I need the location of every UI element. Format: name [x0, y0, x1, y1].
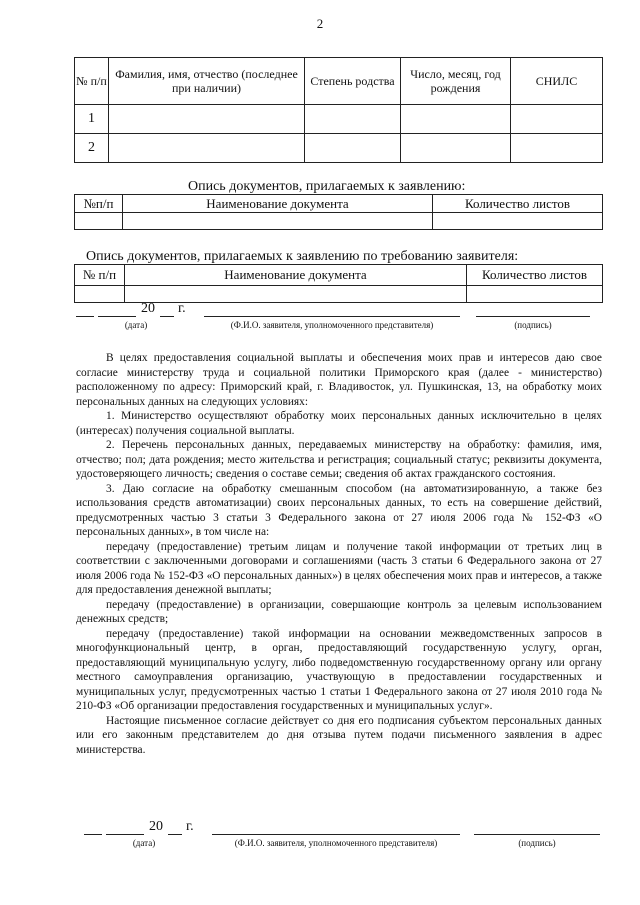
consent-paragraph: В целях предоставления социальной выплаты и обеспечения моих прав и интересов даю свое согласие министерству труда и социальной политики Приморского края (далее - министерство) расположенному по адресу: Приморский край, г. Владивосток, ул. Пушкинская, 13, на обработку моих персональных данных на следующих условиях: [76, 352, 602, 408]
signature-label: (подпись) [518, 838, 556, 848]
table-cell [467, 286, 603, 303]
table-cell [75, 213, 123, 230]
date-year-line [168, 834, 182, 835]
col-docname-header: Наименование документа [125, 265, 467, 286]
date-day-line [76, 316, 94, 317]
table-row [75, 286, 603, 303]
signature-label: (подпись) [514, 320, 552, 330]
table-cell [511, 134, 603, 163]
docs-inventory-applicant-table [74, 264, 603, 303]
table-cell: 1 [75, 105, 109, 134]
table-header-row [75, 265, 603, 286]
date-day-line [84, 834, 102, 835]
col-fullname-header: Фамилия, имя, отчество (последнее при наличии) [109, 58, 305, 105]
applicant-name-label: (Ф.И.О. заявителя, уполномоченного представителя) [234, 838, 438, 848]
table-cell [401, 134, 511, 163]
applicant-name-line [204, 316, 460, 317]
col-snils-header: СНИЛС [511, 58, 603, 105]
consent-paragraph: 3. Даю согласие на обработку смешанным способом (на автоматизированную, а также без использования средств автоматизации) своих персональных данных, то есть на совершение действий, предусмотренных частью 3 статьи 3 Федерального закона от 27 июля 2006 года № 152-ФЗ «О персональных данных», в том числе на: [76, 482, 602, 538]
date-year-prefix: 20 [141, 301, 155, 316]
col-number-header: № п/п [75, 265, 125, 286]
docs-inventory-applicant-caption: Опись документов, прилагаемых к заявлению по требованию заявителя: [86, 249, 519, 264]
table-cell [125, 286, 467, 303]
table-row [75, 213, 603, 230]
consent-paragraph: 1. Министерство осуществляют обработку моих персональных данных исключительно в целях (интересах) получения социальной выплаты. [76, 410, 602, 437]
consent-paragraph: 2. Перечень персональных данных, передаваемых министерству на обработку: фамилия, имя, отчество; пол; дата рождения; место жительства и регистрация; социальный статус; реквизиты документа, удостоверяющего личность; сведения о составе семьи; сведения об актах гражданского состояния. [76, 439, 602, 480]
persons-table [74, 57, 603, 163]
applicant-name-label: (Ф.И.О. заявителя, уполномоченного представителя) [230, 320, 434, 330]
consent-paragraph: передачу (предоставление) в организации, совершающие контроль за целевым использованием денежных средств; [76, 598, 602, 625]
consent-paragraph: передачу (предоставление) такой информации на основании межведомственных запросов в многофункциональный центр, в орган, предоставляющий государственную услугу, орган, предоставляющий муниципальную услугу, либо подведомственную государственному органу или органу местного самоуправления организацию, участвующую в предоставлении государственных и муниципальных услуг, предусмотренных частью 1 статьи 1 Федерального закона от 27 июля 2010 года № 210-ФЗ «Об организации предоставления государственных и муниципальных услуг». [76, 627, 602, 712]
table-row [75, 105, 603, 134]
docs-inventory-caption: Опись документов, прилагаемых к заявлению: [188, 179, 466, 194]
applicant-name-line [212, 834, 460, 835]
date-year-suffix: г. [178, 301, 186, 316]
col-docname-header: Наименование документа [123, 195, 433, 213]
table-cell [109, 134, 305, 163]
consent-paragraph: передачу (предоставление) третьим лицам и получение такой информации от третьих лиц в соответствии с заключенными договорами и соглашениями (часть 3 статьи 6 Федерального закона от 27 июля 2006 года № 152-ФЗ «О персональных данных») в целях обеспечения моих прав и интересов, а также для предоставления денежной выплаты; [76, 540, 602, 596]
date-month-line [106, 834, 144, 835]
date-year-prefix: 20 [149, 819, 163, 834]
col-number-header: № п/п [75, 58, 109, 105]
table-cell: 2 [75, 134, 109, 163]
table-cell [305, 134, 401, 163]
col-sheets-header: Количество листов [433, 195, 603, 213]
table-cell [305, 105, 401, 134]
consent-text [76, 351, 602, 757]
consent-paragraph: Настоящие письменное согласие действует со дня его подписания субъектом персональных данных или его законным представителем до дня отзыва путем подачи письменного заявления в адрес министерства. [76, 714, 602, 756]
date-label: (дата) [132, 838, 156, 848]
date-label: (дата) [124, 320, 148, 330]
table-cell [75, 286, 125, 303]
col-birthdate-header: Число, месяц, год рождения [401, 58, 511, 105]
col-number-header: №п/п [75, 195, 123, 213]
col-sheets-header: Количество листов [467, 265, 603, 286]
table-cell [123, 213, 433, 230]
table-cell [511, 105, 603, 134]
table-header-row [75, 195, 603, 213]
signature-line [474, 834, 600, 835]
date-year-line [160, 316, 174, 317]
docs-inventory-table [74, 194, 603, 230]
table-cell [401, 105, 511, 134]
col-relation-header: Степень родства [305, 58, 401, 105]
table-cell [433, 213, 603, 230]
page-number: 2 [316, 16, 324, 31]
table-header-row [75, 58, 603, 105]
signature-line [476, 316, 590, 317]
date-month-line [98, 316, 136, 317]
table-cell [109, 105, 305, 134]
date-year-suffix: г. [186, 819, 194, 834]
table-row [75, 134, 603, 163]
